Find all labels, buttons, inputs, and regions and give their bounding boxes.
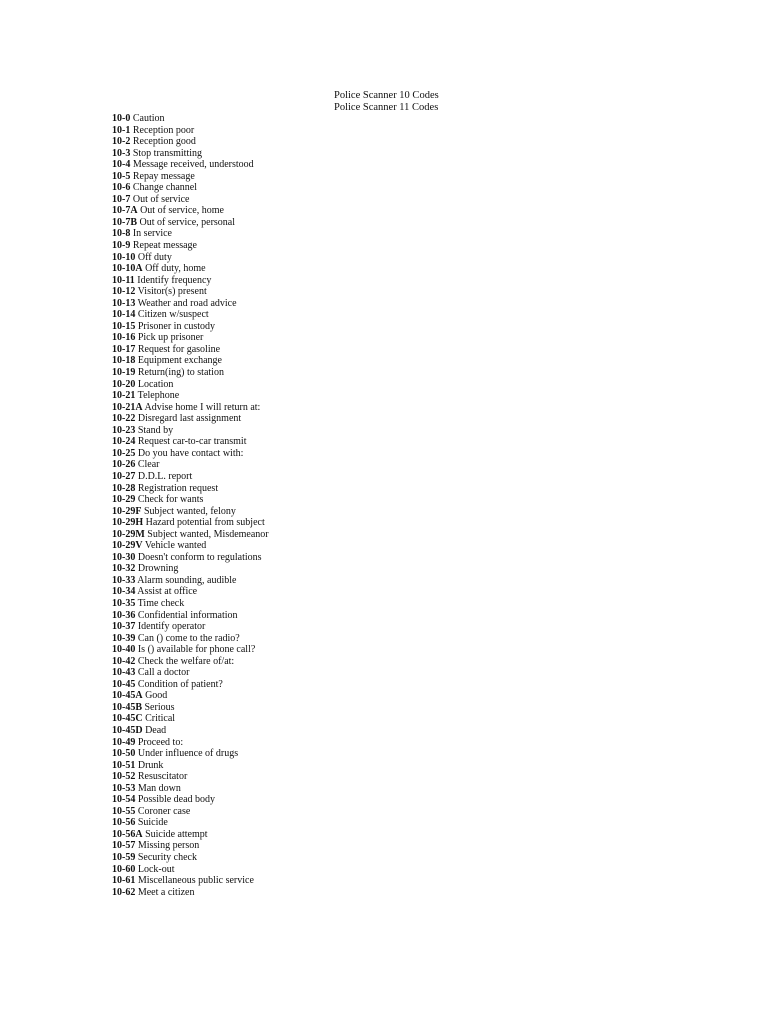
code-meaning: Pick up prisoner [137, 332, 204, 344]
code-meaning: Stand by [137, 424, 174, 436]
code-meaning: Request for gasoline [137, 343, 221, 355]
code-number: 10-36 [112, 609, 136, 621]
code-meaning: Off duty, home [145, 263, 206, 275]
code-entry [112, 506, 269, 518]
code-number: 10-8 [112, 228, 131, 240]
code-number: 10-50 [112, 748, 136, 760]
code-entry [112, 875, 269, 887]
code-entry [112, 182, 269, 194]
code-entry [112, 633, 269, 645]
code-number: 10-10A [112, 263, 143, 275]
code-number: 10-18 [112, 355, 136, 367]
code-entry [112, 205, 269, 217]
code-meaning: Identify frequency [137, 274, 212, 286]
code-meaning: Suicide attempt [145, 828, 208, 840]
code-entry [112, 563, 269, 575]
code-number: 10-12 [112, 286, 136, 298]
code-meaning: Alarm sounding, audible [137, 574, 237, 586]
code-meaning: Location [137, 378, 174, 390]
code-number: 10-29M [112, 528, 145, 540]
code-entry [112, 598, 269, 610]
code-number: 10-33 [112, 574, 136, 586]
code-number: 10-52 [112, 771, 136, 783]
code-number: 10-15 [112, 320, 136, 332]
code-number: 10-35 [112, 597, 136, 609]
ten-code-list [112, 113, 269, 898]
code-entry [112, 771, 269, 783]
code-meaning: Reception good [132, 136, 196, 148]
code-entry [112, 413, 269, 425]
code-entry [112, 760, 269, 772]
code-meaning: Advise home I will return at: [144, 401, 261, 413]
code-number: 10-61 [112, 875, 136, 887]
code-meaning: Check for wants [137, 494, 204, 506]
code-meaning: Time check [137, 597, 185, 609]
code-entry [112, 228, 269, 240]
code-meaning: Out of service [132, 193, 190, 205]
code-number: 10-51 [112, 759, 136, 771]
code-entry [112, 806, 269, 818]
code-meaning: Message received, understood [132, 159, 254, 171]
code-entry [112, 517, 269, 529]
code-entry [112, 275, 269, 287]
code-entry [112, 840, 269, 852]
code-number: 10-29H [112, 517, 144, 529]
code-entry [112, 586, 269, 598]
code-number: 10-28 [112, 482, 136, 494]
code-number: 10-21A [112, 401, 143, 413]
code-number: 10-55 [112, 805, 136, 817]
code-entry [112, 240, 269, 252]
code-entry [112, 113, 269, 125]
code-number: 10-5 [112, 170, 131, 182]
code-meaning: Repeat message [132, 240, 197, 252]
code-meaning: Missing person [137, 840, 200, 852]
code-number: 10-32 [112, 563, 136, 575]
code-meaning: Request car-to-car transmit [137, 436, 247, 448]
code-number: 10-26 [112, 459, 136, 471]
code-number: 10-22 [112, 413, 136, 425]
code-number: 10-19 [112, 367, 136, 379]
code-number: 10-37 [112, 621, 136, 633]
code-entry [112, 217, 269, 229]
code-entry [112, 159, 269, 171]
code-meaning: Stop transmitting [132, 147, 203, 159]
code-number: 10-29F [112, 505, 142, 517]
code-entry [112, 344, 269, 356]
code-meaning: Is () available for phone call? [137, 644, 256, 656]
code-meaning: Disregard last assignment [137, 413, 242, 425]
code-entry [112, 252, 269, 264]
code-entry [112, 656, 269, 668]
code-entry [112, 379, 269, 391]
code-entry [112, 725, 269, 737]
code-meaning: Prisoner in custody [137, 320, 216, 332]
code-entry [112, 448, 269, 460]
code-number: 10-0 [112, 113, 131, 124]
code-meaning: Man down [137, 782, 181, 794]
code-meaning: Suicide [137, 817, 168, 829]
code-number: 10-49 [112, 736, 136, 748]
code-meaning: Vehicle wanted [144, 540, 207, 552]
code-meaning: Confidential information [137, 609, 238, 621]
code-entry [112, 367, 269, 379]
code-number: 10-56 [112, 817, 136, 829]
code-number: 10-45A [112, 690, 143, 702]
code-entry [112, 540, 269, 552]
code-entry [112, 794, 269, 806]
code-number: 10-7B [112, 216, 137, 228]
code-entry [112, 737, 269, 749]
code-meaning: Change channel [132, 182, 197, 194]
code-number: 10-21 [112, 390, 136, 402]
code-entry [112, 817, 269, 829]
code-number: 10-45C [112, 713, 143, 725]
code-entry [112, 332, 269, 344]
code-entry [112, 298, 269, 310]
code-number: 10-1 [112, 124, 131, 136]
code-meaning: Can () come to the radio? [137, 632, 240, 644]
code-entry [112, 402, 269, 414]
code-number: 10-60 [112, 863, 136, 875]
code-meaning: Off duty [137, 251, 172, 263]
code-entry [112, 610, 269, 622]
code-meaning: Subject wanted, felony [143, 505, 236, 517]
code-number: 10-4 [112, 159, 131, 171]
code-entry [112, 321, 269, 333]
code-entry [112, 355, 269, 367]
code-meaning: Critical [145, 713, 176, 725]
code-entry [112, 621, 269, 633]
code-meaning: Drowning [137, 563, 179, 575]
code-meaning: Proceed to: [137, 736, 184, 748]
code-entry [112, 483, 269, 495]
code-entry [112, 679, 269, 691]
code-entry [112, 309, 269, 321]
code-meaning: Possible dead body [137, 794, 216, 806]
code-entry [112, 459, 269, 471]
code-number: 10-30 [112, 551, 136, 563]
code-entry [112, 702, 269, 714]
code-meaning: Call a doctor [137, 667, 190, 679]
code-meaning: Dead [145, 724, 167, 736]
code-entry [112, 529, 269, 541]
code-number: 10-45 [112, 678, 136, 690]
code-entry [112, 667, 269, 679]
code-meaning: Assist at office [137, 586, 198, 598]
code-meaning: Visitor(s) present [137, 286, 207, 298]
code-meaning: Coroner case [137, 805, 191, 817]
code-meaning: Condition of patient? [137, 678, 223, 690]
code-entry [112, 575, 269, 587]
code-number: 10-7 [112, 193, 131, 205]
code-entry [112, 148, 269, 160]
code-entry [112, 552, 269, 564]
code-entry [112, 644, 269, 656]
code-number: 10-40 [112, 644, 136, 656]
code-number: 10-20 [112, 378, 136, 390]
code-meaning: D.D.L. report [137, 470, 193, 482]
code-meaning: Lock-out [137, 863, 175, 875]
code-number: 10-16 [112, 332, 136, 344]
code-meaning: Security check [137, 852, 197, 863]
code-meaning: Equipment exchange [137, 355, 222, 367]
code-meaning: Return(ing) to station [137, 367, 224, 379]
code-meaning: Out of service, personal [139, 216, 236, 228]
code-number: 10-14 [112, 309, 136, 321]
code-meaning: Serious [144, 701, 175, 713]
code-meaning: Do you have contact with: [137, 447, 244, 459]
code-meaning: Good [145, 690, 168, 702]
code-meaning: Hazard potential from subject [145, 517, 265, 529]
code-number: 10-29 [112, 494, 136, 506]
code-entry [112, 887, 269, 899]
code-meaning: Clear [137, 459, 160, 471]
code-number: 10-42 [112, 655, 136, 667]
code-meaning: Caution [132, 113, 165, 124]
code-number: 10-17 [112, 343, 136, 355]
code-number: 10-27 [112, 470, 136, 482]
code-number: 10-10 [112, 251, 136, 263]
code-number: 10-43 [112, 667, 136, 679]
code-number: 10-11 [112, 274, 135, 286]
code-entry [112, 783, 269, 795]
code-entry [112, 713, 269, 725]
code-entry [112, 690, 269, 702]
code-entry [112, 471, 269, 483]
code-entry [112, 829, 269, 841]
code-number: 10-24 [112, 436, 136, 448]
code-entry [112, 125, 269, 137]
code-entry [112, 263, 269, 275]
code-meaning: Citizen w/suspect [137, 309, 209, 321]
code-meaning: Check the welfare of/at: [137, 655, 235, 667]
document-title: Police Scanner 10 Codes [334, 90, 439, 101]
code-number: 10-59 [112, 852, 136, 863]
code-number: 10-56A [112, 828, 143, 840]
code-meaning: Miscellaneous public service [137, 875, 254, 887]
code-meaning: In service [132, 228, 172, 240]
code-entry [112, 748, 269, 760]
code-number: 10-45B [112, 701, 142, 713]
code-number: 10-57 [112, 840, 136, 852]
code-entry [112, 136, 269, 148]
code-meaning: Under influence of drugs [137, 748, 239, 760]
code-meaning: Drunk [137, 759, 164, 771]
code-meaning: Resuscitator [137, 771, 188, 783]
code-number: 10-54 [112, 794, 136, 806]
code-meaning: Registration request [137, 482, 219, 494]
code-number: 10-3 [112, 147, 131, 159]
code-number: 10-13 [112, 297, 136, 309]
code-entry [112, 494, 269, 506]
code-meaning: Doesn't conform to regulations [137, 551, 262, 563]
code-entry [112, 286, 269, 298]
code-meaning: Identify operator [137, 621, 206, 633]
code-number: 10-6 [112, 182, 131, 194]
code-meaning: Repay message [132, 170, 195, 182]
code-entry [112, 194, 269, 206]
code-number: 10-25 [112, 447, 136, 459]
code-number: 10-7A [112, 205, 138, 217]
code-number: 10-53 [112, 782, 136, 794]
code-number: 10-9 [112, 240, 131, 252]
document-titles [334, 90, 439, 113]
code-number: 10-34 [112, 586, 136, 598]
code-meaning: Weather and road advice [137, 297, 237, 309]
code-number: 10-62 [112, 886, 136, 898]
code-meaning: Reception poor [132, 124, 195, 136]
document-subtitle: Police Scanner 11 Codes [334, 101, 439, 113]
code-entry [112, 171, 269, 183]
code-meaning: Telephone [137, 390, 180, 402]
code-meaning: Meet a citizen [137, 886, 195, 898]
code-number: 10-45D [112, 724, 143, 736]
code-number: 10-39 [112, 632, 136, 644]
code-entry [112, 852, 269, 864]
code-number: 10-23 [112, 424, 136, 436]
code-entry [112, 390, 269, 402]
code-entry [112, 436, 269, 448]
code-number: 10-2 [112, 136, 131, 148]
code-meaning: Subject wanted, Misdemeanor [147, 528, 269, 540]
code-number: 10-29V [112, 540, 143, 552]
code-entry [112, 425, 269, 437]
code-meaning: Out of service, home [140, 205, 224, 217]
code-entry [112, 864, 269, 876]
